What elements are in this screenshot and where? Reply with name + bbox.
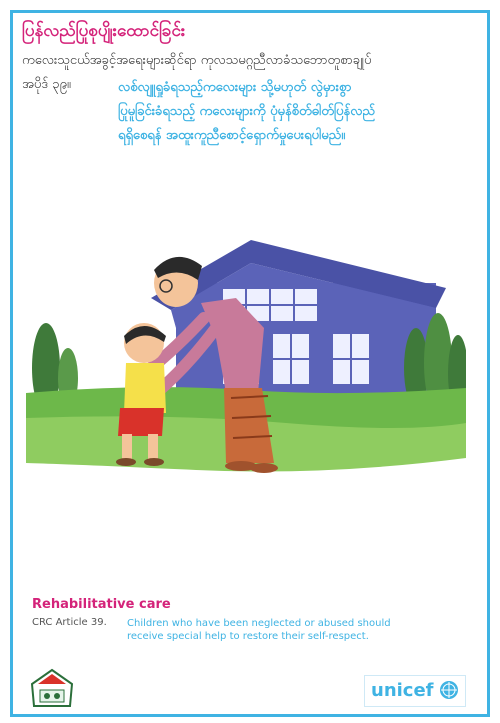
unicef-globe-icon [439, 680, 459, 700]
unicef-wordmark: unicef [371, 680, 434, 701]
article-text-line: လစ်လျူရှုခံရသည့်ကလေးများ သို့မဟုတ် လွဲမှားစွာ [118, 80, 352, 95]
article-text-english [127, 617, 447, 643]
article-text-line: receive special help to restore their self-respect. [127, 631, 369, 642]
article-number-burmese: အပိုဒ် ၃၉။ [22, 77, 71, 92]
article-text-line: Children who have been neglected or abused should [127, 618, 391, 629]
partner-crest-logo [30, 668, 74, 708]
article-text-burmese [118, 76, 468, 148]
convention-line-burmese: ကလေးသူငယ်အခွင့်အရေးများဆိုင်ရာ ကုလသမဂ္ဂညီလာခံသဘောတူစာချုပ် [22, 53, 372, 68]
illustration [26, 218, 466, 486]
article-text-line: ရရှိစေရန် အထူးကူညီစောင့်ရှောက်မှုပေးရပါမည်။ [118, 128, 346, 143]
caption-title-english: Rehabilitative care [32, 597, 171, 612]
unicef-logo [364, 675, 466, 707]
poster-title-burmese: ပြန်လည်ပြုစုပျိုးထောင်ခြင်း [22, 21, 186, 41]
article-text-line: ပြုမူခြင်းခံရသည့် ကလေးများကို ပုံမှန်စိတ်ဓါတ်ပြန်လည် [118, 104, 375, 119]
article-number-english: CRC Article 39. [32, 617, 107, 628]
